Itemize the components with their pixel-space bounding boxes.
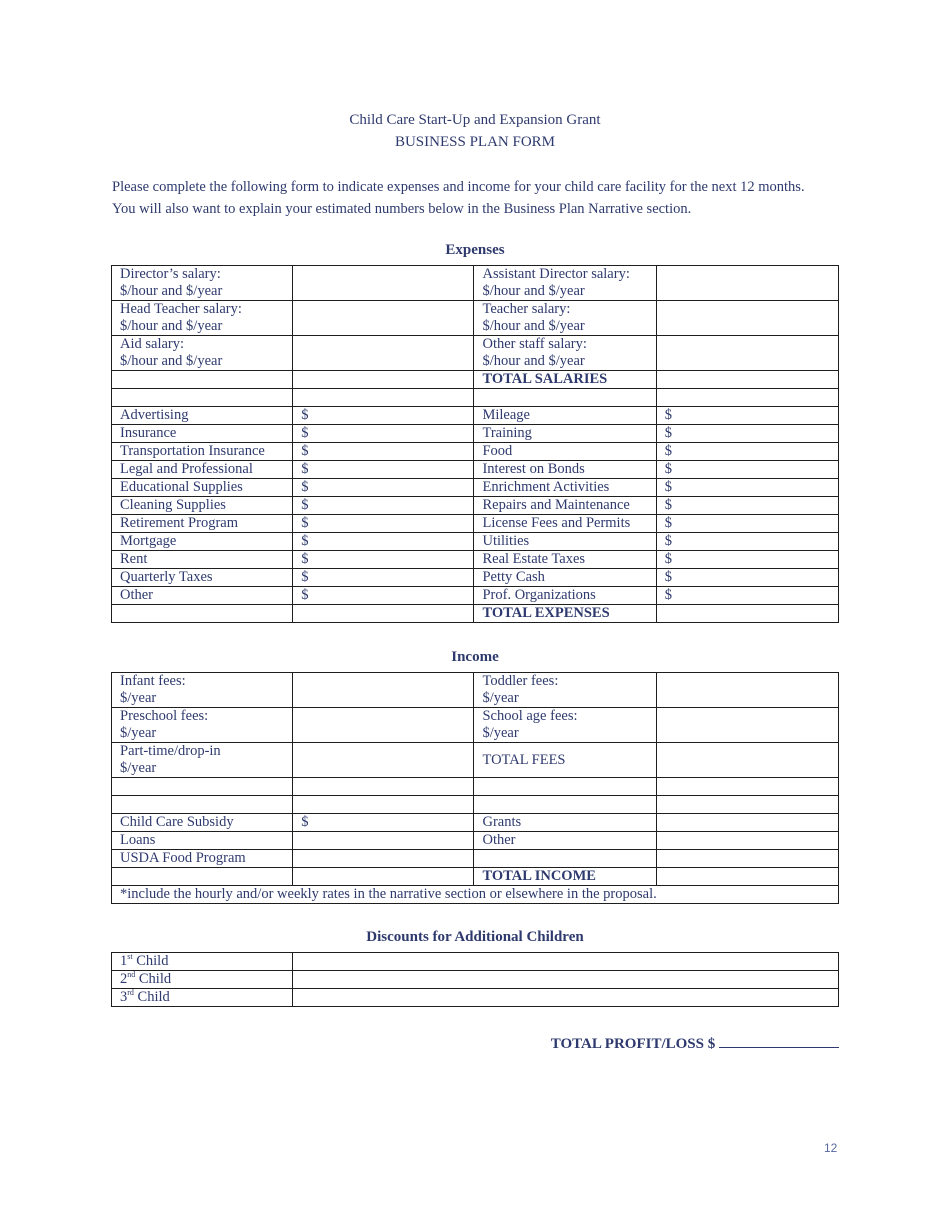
expenses-table	[111, 265, 839, 623]
expense-amount-input[interactable]: $	[656, 569, 838, 587]
expense-amount-input[interactable]: $	[656, 479, 838, 497]
expense-amount-input[interactable]: $	[293, 443, 474, 461]
income-fee-row	[112, 673, 839, 708]
total-fees-label: TOTAL FEES	[474, 743, 656, 778]
expense-amount-input[interactable]: $	[656, 587, 838, 605]
expense-label: Rent	[112, 551, 293, 569]
discounts-heading: Discounts for Additional Children	[366, 929, 584, 945]
expense-row	[112, 461, 839, 479]
expense-label: Educational Supplies	[112, 479, 293, 497]
total-profit-loss-label: TOTAL PROFIT/LOSS $	[550, 1036, 716, 1052]
expense-row	[112, 443, 839, 461]
intro-line-1: Please complete the following form to indicate expenses and income for your child care facility for the next 12 months.	[112, 179, 805, 195]
form-title: Child Care Start-Up and Expansion Grant	[349, 112, 601, 128]
fee-label: Preschool fees: $/year	[112, 708, 293, 743]
income-fee-row	[112, 708, 839, 743]
expense-row	[112, 515, 839, 533]
total-salaries-input[interactable]	[656, 371, 838, 389]
expense-amount-input[interactable]: $	[656, 407, 838, 425]
income-parttime-row	[112, 743, 839, 778]
expense-amount-input[interactable]: $	[293, 407, 474, 425]
expense-amount-input[interactable]: $	[293, 587, 474, 605]
salary-input[interactable]	[293, 336, 474, 371]
loans-label: Loans	[112, 832, 293, 850]
expense-amount-input[interactable]: $	[656, 551, 838, 569]
total-salaries-row	[112, 371, 839, 389]
expense-label: Transportation Insurance	[112, 443, 293, 461]
expense-amount-input[interactable]: $	[293, 551, 474, 569]
expense-row	[112, 407, 839, 425]
total-profit-loss-input[interactable]	[719, 1033, 839, 1048]
expense-label: Enrichment Activities	[474, 479, 656, 497]
page-number: 12	[824, 1141, 838, 1155]
income-row	[112, 814, 839, 832]
expenses-heading: Expenses	[445, 242, 505, 258]
fee-label: School age fees: $/year	[474, 708, 656, 743]
expense-label: Repairs and Maintenance	[474, 497, 656, 515]
form-subtitle: BUSINESS PLAN FORM	[394, 134, 556, 150]
expense-label: Interest on Bonds	[474, 461, 656, 479]
intro-line-2: You will also want to explain your estimated numbers below in the Business Plan Narrative section.	[112, 201, 692, 217]
discount-input[interactable]	[293, 971, 839, 989]
loans-input[interactable]	[293, 832, 474, 850]
subsidy-label: Child Care Subsidy	[112, 814, 293, 832]
expense-amount-input[interactable]: $	[293, 479, 474, 497]
salary-row	[112, 266, 839, 301]
other-income-input[interactable]	[656, 832, 838, 850]
salary-input[interactable]	[293, 301, 474, 336]
expense-row	[112, 551, 839, 569]
total-income-row	[112, 868, 839, 886]
usda-input[interactable]	[293, 850, 474, 868]
fee-input[interactable]	[293, 673, 474, 708]
expense-label: Retirement Program	[112, 515, 293, 533]
income-row	[112, 832, 839, 850]
expense-amount-input[interactable]: $	[656, 497, 838, 515]
salary-label: Head Teacher salary: $/hour and $/year	[112, 301, 293, 336]
total-profit-loss	[551, 1033, 839, 1053]
expense-amount-input[interactable]: $	[656, 461, 838, 479]
expense-label: Petty Cash	[474, 569, 656, 587]
expense-amount-input[interactable]: $	[293, 461, 474, 479]
grants-input[interactable]	[656, 814, 838, 832]
expense-amount-input[interactable]: $	[293, 515, 474, 533]
expense-amount-input[interactable]: $	[656, 443, 838, 461]
salary-input[interactable]	[656, 266, 838, 301]
income-table	[111, 672, 839, 904]
expense-amount-input[interactable]: $	[293, 497, 474, 515]
total-fees-input[interactable]	[656, 743, 838, 778]
blank-row	[112, 389, 839, 407]
expense-label: Mileage	[474, 407, 656, 425]
other-income-label: Other	[474, 832, 656, 850]
income-heading: Income	[451, 649, 499, 665]
discount-label: 3rd Child	[112, 989, 293, 1007]
usda-label: USDA Food Program	[112, 850, 293, 868]
discount-row	[112, 953, 839, 971]
expense-label: Food	[474, 443, 656, 461]
salary-label: Aid salary: $/hour and $/year	[112, 336, 293, 371]
expense-row	[112, 425, 839, 443]
fee-label: Infant fees: $/year	[112, 673, 293, 708]
expense-label: License Fees and Permits	[474, 515, 656, 533]
blank-row	[112, 796, 839, 814]
total-income-input[interactable]	[656, 868, 838, 886]
fee-input[interactable]	[656, 708, 838, 743]
expense-row	[112, 533, 839, 551]
salary-row	[112, 301, 839, 336]
fee-input[interactable]	[293, 708, 474, 743]
expense-amount-input[interactable]: $	[293, 425, 474, 443]
income-row	[112, 850, 839, 868]
discounts-table	[111, 952, 839, 1007]
expense-amount-input[interactable]: $	[293, 533, 474, 551]
expense-amount-input[interactable]: $	[656, 533, 838, 551]
footnote-row	[112, 886, 839, 904]
expense-amount-input[interactable]: $	[656, 515, 838, 533]
expense-label: Other	[112, 587, 293, 605]
expense-label: Legal and Professional	[112, 461, 293, 479]
discount-input[interactable]	[293, 989, 839, 1007]
expense-row	[112, 569, 839, 587]
fee-label: Toddler fees: $/year	[474, 673, 656, 708]
income-footnote: *include the hourly and/or weekly rates in the narrative section or elsewhere in the proposal.	[112, 886, 839, 904]
total-income-label: TOTAL INCOME	[474, 868, 656, 886]
discount-row	[112, 989, 839, 1007]
salary-label: Other staff salary: $/hour and $/year	[474, 336, 656, 371]
fee-input[interactable]	[656, 673, 838, 708]
salary-label: Assistant Director salary: $/hour and $/year	[474, 266, 656, 301]
blank-row	[112, 778, 839, 796]
discount-row	[112, 971, 839, 989]
salary-input[interactable]	[656, 301, 838, 336]
total-expenses-input[interactable]	[656, 605, 838, 623]
expense-amount-input[interactable]: $	[656, 425, 838, 443]
expense-label: Training	[474, 425, 656, 443]
salary-label: Teacher salary: $/hour and $/year	[474, 301, 656, 336]
expense-label: Mortgage	[112, 533, 293, 551]
expense-label: Quarterly Taxes	[112, 569, 293, 587]
discount-label: 1st Child	[112, 953, 293, 971]
parttime-input[interactable]	[293, 743, 474, 778]
parttime-label: Part-time/drop-in $/year	[112, 743, 293, 778]
subsidy-input[interactable]: $	[293, 814, 474, 832]
expense-label: Prof. Organizations	[474, 587, 656, 605]
grants-label: Grants	[474, 814, 656, 832]
salary-input[interactable]	[293, 266, 474, 301]
salary-input[interactable]	[656, 336, 838, 371]
salary-row	[112, 336, 839, 371]
discount-label: 2nd Child	[112, 971, 293, 989]
expense-label: Insurance	[112, 425, 293, 443]
expense-label: Advertising	[112, 407, 293, 425]
expense-row	[112, 479, 839, 497]
expense-label: Real Estate Taxes	[474, 551, 656, 569]
total-salaries-label: TOTAL SALARIES	[474, 371, 656, 389]
total-expenses-row	[112, 605, 839, 623]
expense-label: Utilities	[474, 533, 656, 551]
expense-row	[112, 497, 839, 515]
expense-row	[112, 587, 839, 605]
salary-label: Director’s salary: $/hour and $/year	[112, 266, 293, 301]
total-expenses-label: TOTAL EXPENSES	[474, 605, 656, 623]
discount-input[interactable]	[293, 953, 839, 971]
expense-amount-input[interactable]: $	[293, 569, 474, 587]
expense-label: Cleaning Supplies	[112, 497, 293, 515]
